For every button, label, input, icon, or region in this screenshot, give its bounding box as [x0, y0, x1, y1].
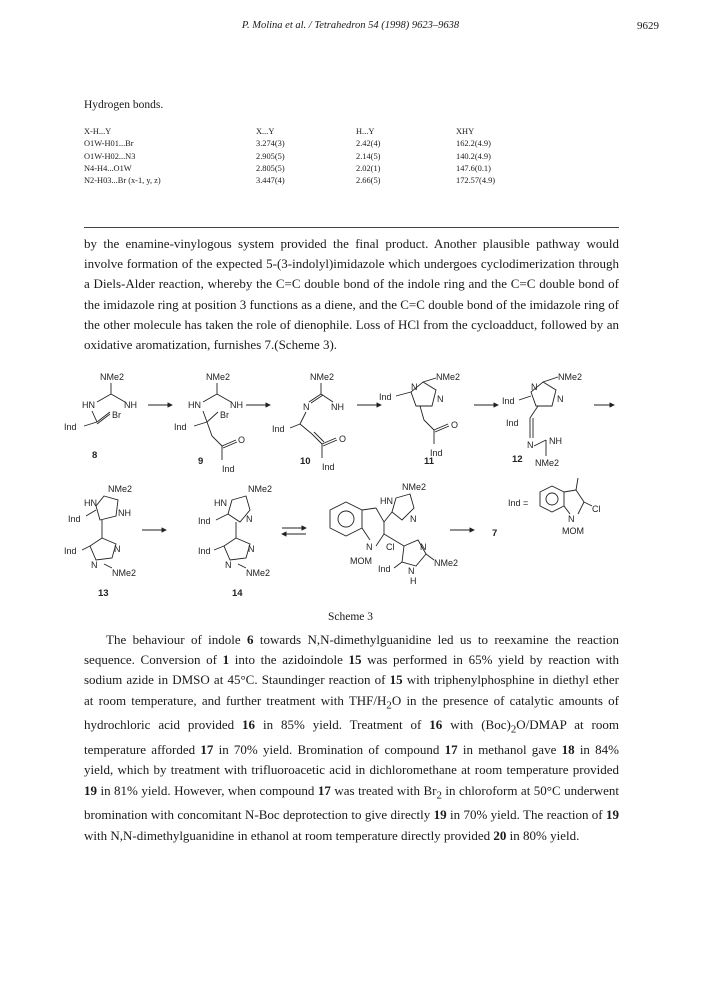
ind-label: Ind	[378, 564, 391, 574]
text-run: towards N,N-dimethylguanidine led us to reexamine the reaction sequence. Conversion of	[84, 632, 619, 668]
text-run: with triphenylphosphine in diethyl ether at room temperature, and further treatment with THF/H	[84, 672, 619, 708]
table-bottom-rule	[84, 227, 619, 228]
text-run: in 85% yield. Treatment of	[255, 717, 430, 733]
nme2-label: NMe2	[310, 372, 335, 382]
text-run: in 84% yield, which by treatment with trifluoroacetic acid in dichloromethane at room temperature provided	[84, 742, 619, 778]
hn-label: HN	[84, 498, 97, 508]
o-label: O	[339, 434, 347, 444]
n-label: N	[527, 440, 534, 450]
text-run: in chloroform at 50°C underwent bromination with concomitant N-Boc deprotection to give directly	[84, 782, 619, 823]
subscript: 2	[386, 699, 392, 712]
hydrogen-bonds-table	[84, 126, 576, 187]
text-run: O/DMAP at room temperature afforded	[84, 717, 619, 758]
n-label: N	[410, 514, 417, 524]
hn-label: HN	[188, 400, 201, 410]
h-label: H	[410, 576, 417, 586]
table-cell: O1W-H02...N3	[84, 151, 136, 161]
nme2-label: NMe2	[436, 372, 461, 382]
nme2-label: NMe2	[246, 568, 271, 578]
text-run: into the azidoindole	[229, 652, 349, 668]
subscript: 2	[510, 724, 517, 736]
o-label: O	[238, 435, 246, 445]
table-cell: 2.42(4)	[356, 139, 381, 149]
ind-label: Ind	[430, 448, 443, 458]
table-cell: 147.6(0.1)	[456, 163, 491, 173]
table-cell: 172.57(4.9)	[456, 176, 496, 186]
compound-ref: 16	[242, 717, 256, 733]
compound-12-structure	[502, 372, 582, 468]
table-cell: 140.2(4.9)	[456, 151, 491, 161]
text-run: was performed in 65% yield by reaction with sodium azide in DMSO at 45°C. Staundinger reaction of	[84, 652, 619, 688]
n-label: N	[303, 402, 310, 412]
table-cell: 2.805(5)	[256, 163, 285, 173]
table-cell: N2-H03...Br (x-1, y, z)	[84, 176, 161, 186]
table-header-cell: X-H...Y	[84, 127, 112, 136]
ind-label: Ind	[222, 464, 235, 474]
ind-label: Ind	[322, 462, 335, 472]
text-run: O in the presence of catalytic amounts of hydrochloric acid provided	[84, 692, 620, 733]
nh-label: NH	[124, 400, 137, 410]
br-label: Br	[220, 410, 229, 420]
cl-label: Cl	[592, 504, 601, 514]
n-label: N	[531, 382, 538, 392]
hn-label: HN	[82, 400, 95, 410]
scheme-caption: Scheme 3	[327, 611, 374, 623]
n-label: N	[114, 544, 121, 554]
table-cell: O1W-H01...Br	[84, 139, 134, 149]
ind-label: Ind	[174, 422, 187, 432]
hydrogen-bonds-title: Hydrogen bonds.	[84, 99, 164, 111]
compound-8-structure	[64, 372, 137, 461]
n-label: N	[248, 544, 255, 554]
equilibrium-arrows	[282, 528, 306, 534]
paragraph-2	[84, 630, 619, 846]
compound-14-structure	[198, 484, 272, 599]
n-label: N	[437, 394, 444, 404]
text-run: The behaviour of indole	[106, 632, 248, 647]
mom-label: MOM	[562, 526, 584, 536]
ind-label: Ind	[64, 422, 77, 432]
compound-number: 14	[232, 588, 243, 599]
compound-ref: 20	[493, 827, 507, 843]
nh-label: NH	[118, 508, 131, 518]
table-cell: 162.2(4.9)	[456, 139, 491, 149]
compound-number: 9	[198, 456, 204, 467]
o-label: O	[451, 420, 459, 430]
compound-11-structure	[379, 372, 460, 467]
compound-number: 8	[92, 450, 98, 461]
nme2-label: NMe2	[108, 484, 133, 494]
compound-number: 11	[424, 456, 435, 467]
compound-ref: 17	[444, 742, 458, 758]
table-header-cell: X...Y	[256, 127, 275, 136]
table-row	[84, 138, 576, 150]
cl-label: Cl	[386, 542, 395, 552]
nme2-label: NMe2	[535, 458, 560, 468]
compound-ref: 1	[222, 652, 230, 668]
ind-label: Ind	[64, 546, 77, 556]
table-cell: 2.02(1)	[356, 163, 381, 173]
compound-number: 10	[300, 456, 311, 467]
compound-number: 7	[492, 528, 498, 539]
table-cell: 2.66(5)	[356, 176, 381, 186]
table-cell: 2.14(5)	[356, 151, 381, 161]
n-label: N	[557, 394, 564, 404]
table-cell: 3.274(3)	[256, 139, 285, 149]
ind-label: Ind	[502, 396, 515, 406]
compound-13-structure	[64, 484, 136, 599]
nme2-label: NMe2	[248, 484, 273, 494]
compound-ref: 19	[433, 807, 447, 823]
ind-label: Ind	[68, 514, 81, 524]
page-number: 9629	[637, 20, 659, 32]
nme2-label: NMe2	[402, 482, 427, 492]
compound-ref: 19	[606, 807, 619, 823]
mom-label: MOM	[350, 556, 372, 566]
table-row	[84, 151, 576, 163]
compound-ref: 18	[561, 742, 575, 758]
compound-ref: 16	[429, 717, 443, 733]
compound-ref: 15	[348, 652, 362, 668]
n-label: N	[568, 514, 575, 524]
nme2-label: NMe2	[112, 568, 137, 578]
n-label: N	[408, 566, 415, 576]
text-run: in methanol gave	[457, 742, 562, 758]
text-run: in 70% yield. Bromination of compound	[213, 742, 445, 758]
compound-number: 12	[512, 454, 523, 465]
table-header-row	[84, 126, 576, 138]
ind-label: Ind	[379, 392, 392, 402]
hn-label: HN	[214, 498, 227, 508]
paragraph-1: by the enamine-vinylogous system provided the final product. Another plausible pathway would involve formation of the expected 5-(3-indolyl)imidazole which undergoes cyclodimerization through a Diels-Alder reaction, whereby the C=C double bond of the indole ring and the C=C double bond of the imidazole ring at position 3 functions as a diene, and the C=C double bond of the imidazole ring of the other molecule has taken the role of dienophile. Loss of HCl from the cycloadduct, followed by an oxidative aromatization, furnishes 7.(Scheme 3).	[84, 236, 619, 353]
running-header-journal: P. Molina et al. / Tetrahedron 54 (1998) 9623–9638	[241, 20, 460, 31]
table-cell: N4-H4...O1W	[84, 163, 132, 173]
n-label: N	[411, 382, 418, 392]
compound-ref: 15	[389, 672, 403, 688]
nme2-label: NMe2	[100, 372, 125, 382]
n-label: N	[246, 514, 253, 524]
compound-ref: 19	[84, 782, 97, 798]
compound-9-structure	[174, 372, 245, 474]
compound-10-structure	[272, 372, 346, 472]
text-run: in 80% yield.	[506, 827, 580, 843]
cycloadduct-intermediate-structure	[330, 482, 458, 586]
table-header-cell: XHY	[456, 127, 475, 136]
text-run: with N,N-dimethylguanidine in ethanol at room temperature directly provided	[84, 827, 494, 843]
ind-label: Ind	[506, 418, 519, 428]
ind-label: Ind	[272, 424, 285, 434]
nme2-label: NMe2	[206, 372, 231, 382]
table-cell: 2.905(5)	[256, 151, 285, 161]
compound-ref: 6	[247, 632, 254, 647]
n-label: N	[420, 542, 427, 552]
ind-definition-structure	[508, 478, 601, 536]
compound-ref: 17	[317, 782, 331, 798]
text-run: was treated with Br	[330, 782, 437, 798]
table-row	[84, 163, 576, 175]
subscript: 2	[436, 789, 442, 802]
nme2-label: NMe2	[434, 558, 459, 568]
nh-label: NH	[230, 400, 243, 410]
ind-label: Ind	[198, 516, 211, 526]
hn-label: HN	[380, 496, 393, 506]
table-row	[84, 175, 576, 187]
n-label: N	[91, 560, 98, 570]
nh-label: NH	[331, 402, 344, 412]
table-header-cell: H...Y	[356, 127, 375, 136]
n-label: N	[225, 560, 232, 570]
ind-label: Ind	[198, 546, 211, 556]
text-run: in 81% yield. However, when compound	[97, 782, 318, 798]
br-label: Br	[112, 410, 121, 420]
ind-eq-label: Ind =	[508, 498, 529, 508]
compound-number: 13	[98, 588, 109, 599]
text-run: in 70% yield. The reaction of	[446, 807, 606, 823]
reaction-scheme-3	[0, 360, 701, 610]
table-cell: 3.447(4)	[256, 176, 285, 186]
nh-label: NH	[549, 436, 562, 446]
compound-ref: 17	[200, 742, 214, 758]
nme2-label: NMe2	[558, 372, 583, 382]
text-run: with (Boc)	[442, 717, 511, 733]
n-label: N	[366, 542, 373, 552]
